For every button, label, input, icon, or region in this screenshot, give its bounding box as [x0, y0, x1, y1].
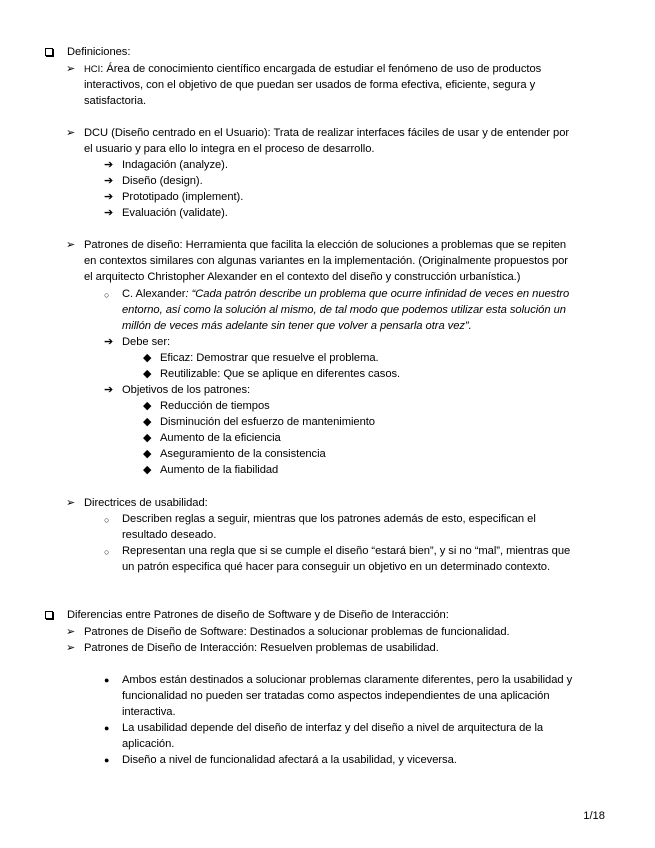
- dcu-definition-line-2: el usuario y para ello lo integra en el proceso de desarrollo.: [84, 143, 375, 155]
- page-number: 1/18: [583, 810, 605, 822]
- right-arrow-icon: ➔: [104, 159, 114, 171]
- patrones-definition-line-2: en contextos similares con algunas variantes en la implementación. (Originalmente propuestos por: [84, 255, 568, 267]
- dcu-step-item: Indagación (analyze).: [122, 159, 228, 171]
- hci-definition-line-3: satisfactoria.: [84, 95, 147, 107]
- right-arrow-icon: ➔: [104, 336, 114, 348]
- black-diamond-icon: ◆: [143, 368, 152, 380]
- paragraph-1-line-1: Ambos están destinados a solucionar problemas claramente diferentes, pero la usabilidad y: [122, 674, 573, 686]
- arrowhead-bullet-icon: ➢: [66, 127, 76, 139]
- hci-abbreviation: HCI: [84, 64, 101, 75]
- paragraph-2-line-2: aplicación.: [122, 738, 175, 750]
- alexander-quote-line-3: millón de veces más adelante sin tener que volver a pensarla otra vez”.: [122, 320, 472, 332]
- debe-ser-item: Reutilizable: Que se aplique en diferentes casos.: [160, 368, 401, 380]
- right-arrow-icon: ➔: [104, 191, 114, 203]
- arrowhead-bullet-icon: ➢: [66, 239, 76, 251]
- patrones-definition-line-1: Patrones de diseño: Herramienta que facilita la elección de soluciones a problemas que se repiten: [84, 239, 567, 251]
- dcu-step-item: Prototipado (implement).: [122, 191, 244, 203]
- arrowhead-bullet-icon: ➢: [66, 626, 76, 638]
- directrices-a-line-1: Describen reglas a seguir, mientras que los patrones además de esto, especifican el: [122, 513, 536, 525]
- paragraph-3-line-1: Diseño a nivel de funcionalidad afectará a la usabilidad, y viceversa.: [122, 754, 457, 766]
- hci-definition-text: : Área de conocimiento científico encargada de estudiar el fenómeno de uso de productos: [100, 63, 542, 75]
- arrowhead-bullet-icon: ➢: [66, 642, 76, 654]
- alexander-quote-line-1: [122, 286, 569, 302]
- debe-ser-item: Eficaz: Demostrar que resuelve el problema.: [160, 352, 379, 364]
- patrones-definition-line-3: el arquitecto Christopher Alexander en el contexto del diseño y construcción urbanística.): [84, 271, 521, 283]
- dcu-step-item: Evaluación (validate).: [122, 207, 228, 219]
- objetivos-label: Objetivos de los patrones:: [122, 384, 251, 396]
- debe-ser-label: Debe ser:: [122, 336, 171, 348]
- section-title-diferencias: Diferencias entre Patrones de diseño de Software y de Diseño de Interacción:: [67, 609, 449, 621]
- objetivo-item: Reducción de tiempos: [160, 400, 270, 412]
- hollow-circle-icon: ○: [104, 547, 110, 557]
- filled-dot-icon: ●: [104, 675, 110, 685]
- quote-text: : “Cada patrón describe un problema que ocurre infinidad de veces en nuestro: [185, 288, 570, 300]
- filled-dot-icon: ●: [104, 723, 110, 733]
- hci-definition-line-1: [84, 61, 541, 78]
- hollow-circle-icon: ○: [104, 290, 110, 300]
- right-arrow-icon: ➔: [104, 384, 114, 396]
- hci-definition-line-2: interactivos, con el objetivo de que puedan ser usados de forma efectiva, eficiente, segura y: [84, 79, 536, 91]
- objetivo-item: Aseguramiento de la consistencia: [160, 448, 326, 460]
- dcu-step-item: Diseño (design).: [122, 175, 203, 187]
- black-diamond-icon: ◆: [143, 400, 152, 412]
- objetivo-item: Aumento de la eficiencia: [160, 432, 281, 444]
- interaction-patterns-line: Patrones de Diseño de Interacción: Resuelven problemas de usabilidad.: [84, 642, 439, 654]
- right-arrow-icon: ➔: [104, 175, 114, 187]
- checkbox-square-icon: [45, 48, 53, 56]
- alexander-quote-line-2: entorno, así como la solución al mismo, de tal modo que podemos utilizar esta solución un: [122, 304, 566, 316]
- black-diamond-icon: ◆: [143, 432, 152, 444]
- black-diamond-icon: ◆: [143, 448, 152, 460]
- directrices-b-line-1: Representan una regla que si se cumple el diseño “estará bien”, y si no “mal”, mientras que: [122, 545, 571, 557]
- paragraph-1-line-2: funcionalidad no pueden ser tratadas como aspectos independientes de una aplicación: [122, 690, 550, 702]
- black-diamond-icon: ◆: [143, 464, 152, 476]
- arrowhead-bullet-icon: ➢: [66, 497, 76, 509]
- hollow-circle-icon: ○: [104, 515, 110, 525]
- quote-author: C. Alexander: [122, 288, 186, 300]
- black-diamond-icon: ◆: [143, 352, 152, 364]
- arrowhead-bullet-icon: ➢: [66, 63, 76, 75]
- directrices-title: Directrices de usabilidad:: [84, 497, 208, 509]
- section-title-definiciones: Definiciones:: [67, 46, 131, 58]
- directrices-b-line-2: un patrón especifica qué hacer para conseguir un objetivo en un determinado contexto.: [122, 561, 550, 573]
- directrices-a-line-2: resultado deseado.: [122, 529, 217, 541]
- black-diamond-icon: ◆: [143, 416, 152, 428]
- checkbox-square-icon: [45, 611, 53, 619]
- paragraph-2-line-1: La usabilidad depende del diseño de interfaz y del diseño a nivel de arquitectura de la: [122, 722, 544, 734]
- filled-dot-icon: ●: [104, 755, 110, 765]
- software-patterns-line: Patrones de Diseño de Software: Destinados a solucionar problemas de funcionalidad.: [84, 626, 510, 638]
- objetivo-item: Disminución del esfuerzo de mantenimiento: [160, 416, 375, 428]
- right-arrow-icon: ➔: [104, 207, 114, 219]
- paragraph-1-line-3: interactiva.: [122, 706, 176, 718]
- objetivo-item: Aumento de la fiabilidad: [160, 464, 279, 476]
- dcu-definition-line-1: DCU (Diseño centrado en el Usuario): Trata de realizar interfaces fáciles de usar y de entender por: [84, 127, 570, 139]
